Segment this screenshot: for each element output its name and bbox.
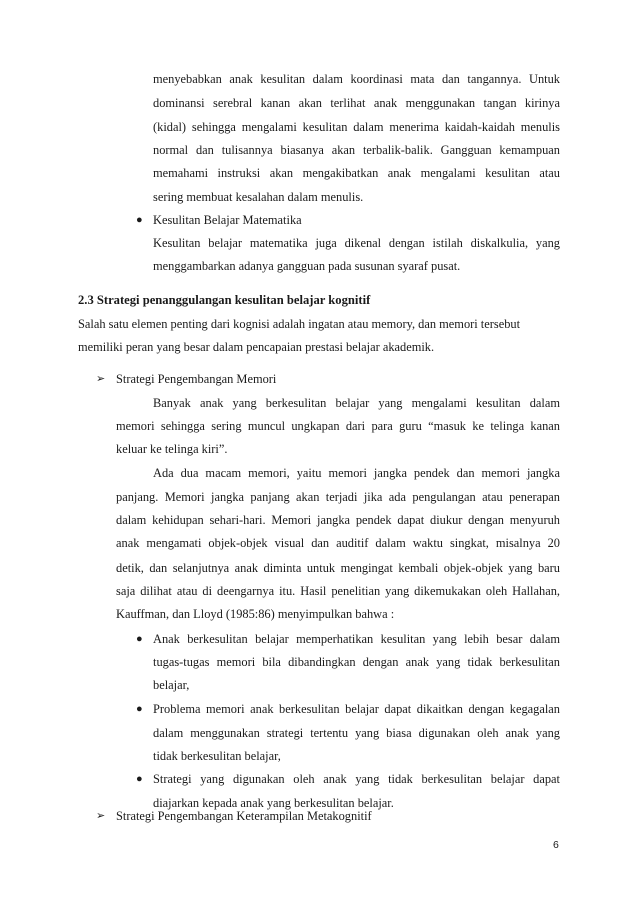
arrow-bullet-icon: ➢ xyxy=(96,810,106,822)
text-line: normal dan tulisannya biasanya akan terbalik-balik. Gangguan kemampuan xyxy=(153,142,560,157)
text-line: sering membuat kesalahan dalam menulis. xyxy=(153,189,364,204)
bullet-dot-icon: ● xyxy=(136,703,143,716)
section-heading: 2.3 Strategi penanggulangan kesulitan belajar kognitif xyxy=(78,292,371,307)
text-line: belajar, xyxy=(153,678,190,693)
text-line: panjang. Memori jangka panjang akan terjadi jika ada pengulangan atau penerapan xyxy=(116,489,560,504)
text-line: Anak berkesulitan belajar memperhatikan kesulitan yang lebih besar dalam xyxy=(153,631,560,646)
text-line: Kauffman, dan Lloyd (1985:86) menyimpulkan bahwa : xyxy=(116,607,395,622)
list-item-title: Strategi Pengembangan Keterampilan Metakognitif xyxy=(116,809,372,823)
text-line: diajarkan kepada anak yang berkesulitan belajar. xyxy=(153,795,394,810)
text-line: tidak berkesulitan belajar, xyxy=(153,748,281,763)
text-line: menggambarkan adanya gangguan pada susunan syaraf pusat. xyxy=(153,259,461,274)
bullet-dot-icon: ● xyxy=(136,773,143,786)
arrow-bullet-icon: ➢ xyxy=(96,372,106,385)
text-line: Problema memori anak berkesulitan belajar dapat dikaitkan dengan kegagalan xyxy=(153,702,560,717)
text-line: Salah satu elemen penting dari kognisi adalah ingatan atau memory, dan memori tersebut xyxy=(78,316,521,331)
text-line: menyebabkan anak kesulitan dalam koordinasi mata dan tangannya. Untuk xyxy=(153,72,560,86)
text-line: dalam menggunakan strategi tertentu yang biasa digunakan oleh anak yang xyxy=(153,725,560,740)
text-line: detik, dan selanjutnya anak diminta untuk mengingat kembali objek-objek yang baru xyxy=(116,560,560,575)
text-line: keluar ke telinga kiri”. xyxy=(116,442,228,457)
text-line: dominansi serebral kanan akan terlihat anak menggunakan tangan kirinya xyxy=(153,96,560,111)
text-line: Strategi yang digunakan oleh anak yang tidak berkesulitan belajar dapat xyxy=(153,772,560,787)
list-item-title: Strategi Pengembangan Memori xyxy=(116,371,277,386)
text-line: anak mengamati objek-objek visual dan auditif dalam waktu singkat, misalnya 20 xyxy=(116,536,560,551)
page-number: 6 xyxy=(553,839,559,851)
text-line: Banyak anak yang berkesulitan belajar yang mengalami kesulitan dalam xyxy=(153,395,560,410)
list-item-title: Kesulitan Belajar Matematika xyxy=(153,212,302,227)
text-line: tugas-tugas memori bila dibandingkan dengan anak yang tidak berkesulitan xyxy=(153,654,560,669)
text-line: saja dilihat atau di deengarnya itu. Hasil penelitian yang dikemukakan oleh Hallahan, xyxy=(116,584,560,598)
text-line: memiliki peran yang besar dalam pencapaian prestasi belajar akademik. xyxy=(78,340,435,355)
bullet-dot-icon: ● xyxy=(136,213,143,226)
text-line: memori sehingga sering muncul ungkapan dari para guru “masuk ke telinga kanan xyxy=(116,419,560,433)
text-line: Ada dua macam memori, yaitu memori jangka pendek dan memori jangka xyxy=(153,465,560,480)
text-line: dalam kehidupan sehari-hari. Memori jangka pendek dapat diukur dengan menyuruh xyxy=(116,513,560,528)
text-line: Kesulitan belajar matematika juga dikenal dengan istilah diskalkulia, yang xyxy=(153,236,560,251)
text-line: memahami instruksi akan mengakibatkan anak mengalami kesulitan atau xyxy=(153,166,560,181)
bullet-dot-icon: ● xyxy=(136,632,143,645)
text-line: (kidal) sehingga mengalami kesulitan dalam menerima kaidah-kaidah menulis xyxy=(153,119,560,134)
